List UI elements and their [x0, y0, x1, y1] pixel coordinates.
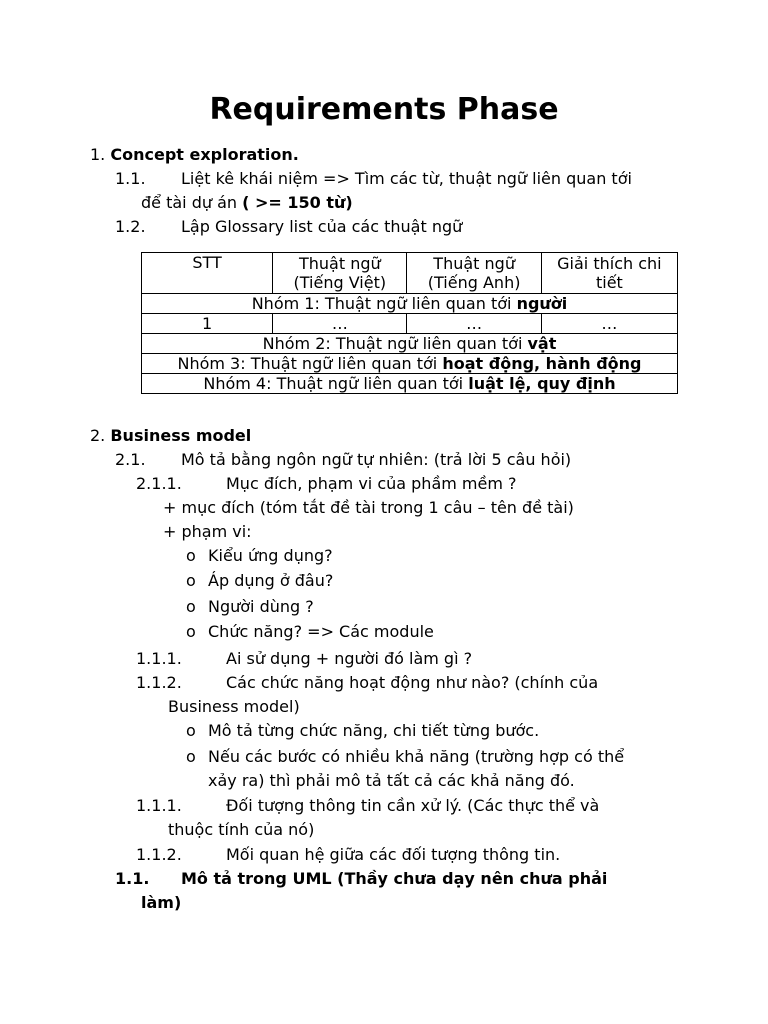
item-1-1-text: Liệt kê khái niệm => Tìm các từ, thuật ngữ liên quan tới: [181, 169, 632, 188]
group-4-prefix: Nhóm 4: Thuật ngữ liên quan tới: [203, 374, 469, 393]
group-2-keyword: vật: [527, 334, 557, 353]
bullet-describe-functions: Mô tả từng chức năng, chi tiết từng bước.: [208, 721, 540, 740]
group-4-keyword: luật lệ, quy định: [468, 374, 616, 393]
header-detail-line2: tiết: [595, 273, 623, 292]
bullet-marker: o: [186, 622, 196, 641]
item-1-1-number: 1.1.: [115, 169, 146, 188]
bullet-app-type: Kiểu ứng dụng?: [208, 546, 333, 565]
item-b-text: Các chức năng hoạt động như nào? (chính của: [226, 673, 599, 692]
header-en-line2: (Tiếng Anh): [427, 273, 521, 292]
bullet-multiple-cases: Nếu các bước có nhiều khả năng (trường hợp có thể: [208, 747, 625, 766]
item-2-1-1-number: 2.1.1.: [136, 474, 182, 493]
section-1-number: 1.: [90, 145, 106, 164]
header-detail-line1: Giải thích chi: [557, 254, 662, 273]
item-d-number: 1.1.2.: [136, 845, 182, 864]
bullet-functions: Chức năng? => Các module: [208, 622, 434, 641]
item-2-1-text: Mô tả bằng ngôn ngữ tự nhiên: (trả lời 5 câu hỏi): [181, 450, 572, 469]
item-a-text: Ai sử dụng + người đó làm gì ?: [226, 649, 473, 668]
page-title: Requirements Phase: [209, 92, 559, 127]
section-2-title: Business model: [110, 426, 252, 445]
purpose-line: + mục đích (tóm tắt đề tài trong 1 câu – tên đề tài): [163, 498, 574, 517]
bullet-marker: o: [186, 571, 196, 590]
section-1-heading: [90, 144, 299, 166]
bullet-where-applied: Áp dụng ở đâu?: [208, 571, 334, 590]
bullet-marker: o: [186, 597, 196, 616]
item-e-continuation: làm): [141, 893, 182, 912]
item-b-number: 1.1.2.: [136, 673, 182, 692]
item-2-1-1-text: Mục đích, phạm vi của phầm mềm ?: [226, 474, 517, 493]
group-3-cell: [142, 354, 678, 374]
item-c-number: 1.1.1.: [136, 796, 182, 815]
group-2-prefix: Nhóm 2: Thuật ngữ liên quan tới: [262, 334, 528, 353]
item-1-1-bold-note: ( >= 150 từ): [242, 193, 353, 212]
header-stt: [142, 253, 273, 294]
group-1-cell: [142, 294, 678, 314]
group-1-keyword: người: [516, 294, 568, 313]
group-4-cell: [142, 374, 678, 394]
row-1-stt: 1: [142, 314, 273, 334]
bullet-marker: o: [186, 747, 196, 766]
glossary-table: [141, 252, 678, 394]
table-group-row: [142, 374, 678, 394]
item-a-number: 1.1.1.: [136, 649, 182, 668]
item-b-continuation: Business model): [168, 697, 300, 716]
row-1-vietnamese: …: [273, 314, 407, 334]
bullet-users: Người dùng ?: [208, 597, 314, 616]
bullet-marker: o: [186, 546, 196, 565]
table-group-row: [142, 334, 678, 354]
item-2-1-number: 2.1.: [115, 450, 146, 469]
header-vn-line2: (Tiếng Việt): [293, 273, 387, 292]
group-2-cell: [142, 334, 678, 354]
item-d-text: Mối quan hệ giữa các đối tượng thông tin.: [226, 845, 561, 864]
table-row: [142, 314, 678, 334]
group-3-keyword: hoạt động, hành động: [442, 354, 642, 373]
group-1-prefix: Nhóm 1: Thuật ngữ liên quan tới: [251, 294, 517, 313]
table-group-row: [142, 354, 678, 374]
item-c-text: Đối tượng thông tin cần xử lý. (Các thực thể và: [226, 796, 600, 815]
header-vn-line1: Thuật ngữ: [298, 254, 381, 273]
header-detail: [541, 253, 677, 294]
bullet-marker: o: [186, 721, 196, 740]
row-1-english: …: [407, 314, 541, 334]
item-1-1-continuation: [141, 192, 353, 214]
row-1-detail: …: [541, 314, 677, 334]
item-c-continuation: thuộc tính của nó): [168, 820, 315, 839]
header-stt-label: STT: [192, 253, 222, 272]
item-1-2-text: Lập Glossary list của các thuật ngữ: [181, 217, 463, 236]
section-2-heading: [90, 425, 251, 447]
header-en-line1: Thuật ngữ: [433, 254, 515, 273]
header-english-term: [407, 253, 541, 294]
item-1-2-number: 1.2.: [115, 217, 146, 236]
scope-line: + phạm vi:: [163, 522, 252, 541]
table-group-row: [142, 294, 678, 314]
item-e-number: 1.1.: [115, 869, 150, 888]
section-1-title: Concept exploration.: [110, 145, 299, 164]
header-vietnamese-term: [273, 253, 407, 294]
bullet-multiple-cases-cont: xảy ra) thì phải mô tả tất cả các khả năng đó.: [208, 771, 575, 790]
item-e-text: Mô tả trong UML (Thầy chưa dạy nên chưa phải: [181, 869, 608, 888]
item-1-1-cont-text: để tài dự án: [141, 193, 238, 212]
group-3-prefix: Nhóm 3: Thuật ngữ liên quan tới: [177, 354, 443, 373]
table-header-row: [142, 253, 678, 294]
section-2-number: 2.: [90, 426, 106, 445]
